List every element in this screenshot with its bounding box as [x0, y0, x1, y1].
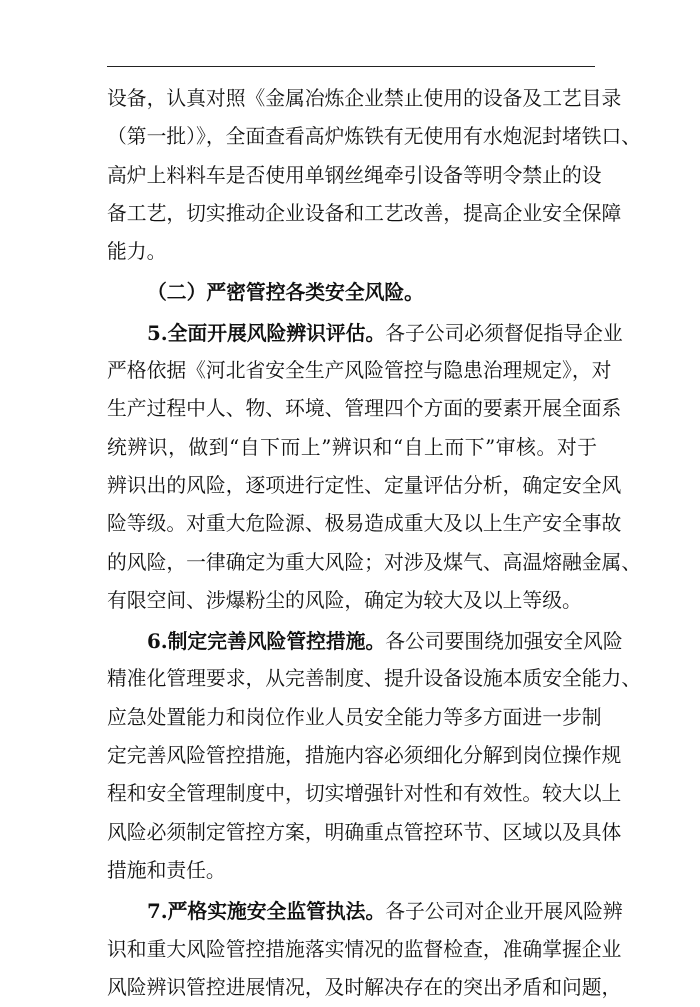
- item-6-first-text: 各公司要围绕加强安全风险: [385, 630, 623, 654]
- paragraph-line: 险等级。对重大危险源、极易造成重大及以上生产安全事故: [107, 512, 622, 536]
- paragraph-line: 统辨识，做到“自下而上”辨识和“自上而下”审核。对于: [107, 435, 597, 459]
- paragraph-line: 定完善风险管控措施，措施内容必须细化分解到岗位操作规: [107, 744, 622, 768]
- item-6-title: 6.制定完善风险管控措施。: [147, 629, 386, 654]
- paragraph-line: （第一批）》，全面查看高炉炼铁有无使用有水炮泥封堵铁口、: [107, 125, 642, 149]
- paragraph-line: 应急处置能力和岗位作业人员安全能力等多方面进一步制: [107, 705, 602, 729]
- header-rule: [107, 66, 595, 67]
- paragraph-line: 备工艺，切实推动企业设备和工艺改善，提高企业安全保障: [107, 201, 622, 225]
- paragraph-line: 程和安全管理制度中，切实增强针对性和有效性。较大以上: [107, 782, 622, 806]
- paragraph-first-line: [107, 622, 623, 660]
- section-heading-text: （二）严密管控各类安全风险。: [147, 280, 424, 305]
- paragraph-line: 能力。: [107, 240, 167, 264]
- item-5-first-text: 各子公司必须督促指导企业: [385, 321, 623, 345]
- paragraph-line: 辨识出的风险，逐项进行定性、定量评估分析，确定安全风: [107, 473, 622, 497]
- paragraph-line: 精准化管理要求，从完善制度、提升设备设施本质安全能力、: [107, 667, 642, 691]
- paragraph-first-line: [107, 892, 623, 930]
- paragraph-line: 高炉上料料车是否使用单钢丝绳牵引设备等明令禁止的设: [107, 163, 602, 187]
- paragraph-line: 的风险，一律确定为重大风险；对涉及煤气、高温熔融金属、: [107, 550, 642, 574]
- paragraph-line: 有限空间、涉爆粉尘的风险，确定为较大及以上等级。: [107, 588, 582, 612]
- item-5-title: 5.全面开展风险辨识评估。: [147, 320, 386, 345]
- item-6-paragraph: [107, 622, 642, 890]
- paragraph-line: 严格依据《河北省安全生产风险管控与隐患治理规定》，对: [107, 359, 612, 383]
- item-7-title: 7.严格实施安全监管执法。: [147, 899, 386, 924]
- document-body: [107, 80, 642, 1007]
- section-heading: [107, 273, 597, 311]
- paragraph-first-line: [107, 314, 623, 352]
- paragraph-line: 设备，认真对照《金属冶炼企业禁止使用的设备及工艺目录: [107, 87, 622, 110]
- paragraph-line: 风险辨识管控进展情况，及时解决存在的突出矛盾和问题，: [107, 975, 622, 999]
- continuation-paragraph: [107, 80, 642, 271]
- paragraph-line: 识和重大风险管控措施落实情况的监督检查，准确掌握企业: [107, 937, 622, 961]
- item-7-first-text: 各子公司对企业开展风险辨: [385, 900, 623, 924]
- paragraph-line: 措施和责任。: [107, 858, 226, 882]
- paragraph-line: 风险必须制定管控方案，明确重点管控环节、区域以及具体: [107, 820, 622, 844]
- item-5-paragraph: [107, 314, 642, 620]
- paragraph-line: 生产过程中人、物、环境、管理四个方面的要素开展全面系: [107, 397, 622, 421]
